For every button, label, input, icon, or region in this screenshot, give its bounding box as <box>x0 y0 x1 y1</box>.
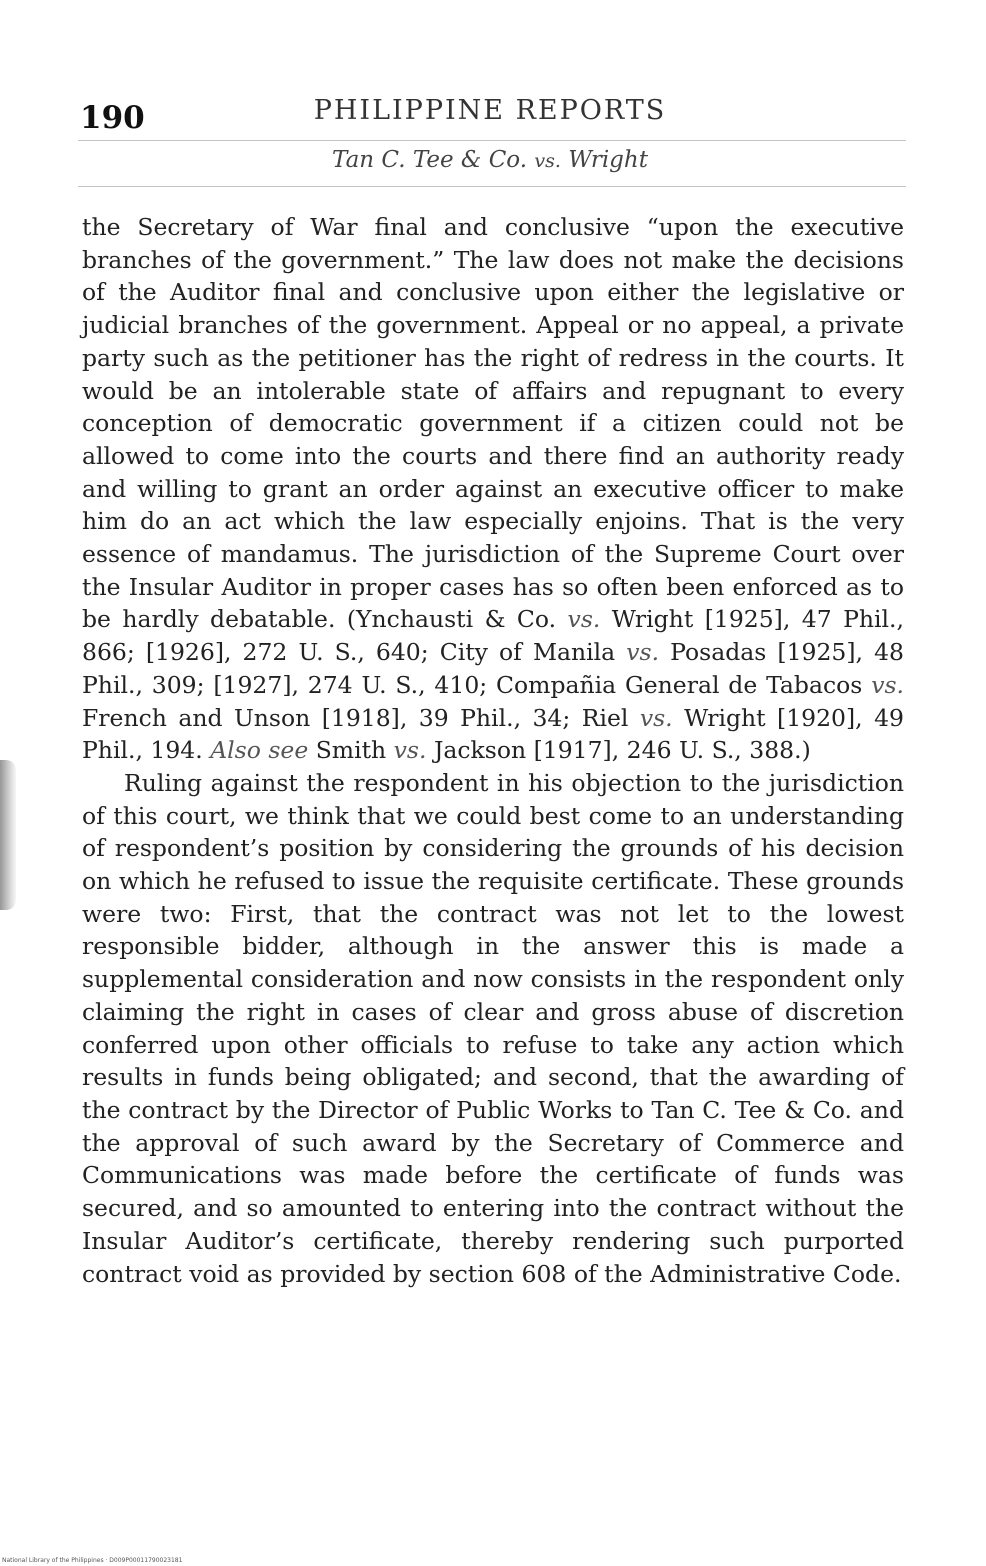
paragraph-2: Ruling against the respondent in his objection to the jurisdiction of this court, we think that we could best come to an understanding of respondent’s position by considering the grounds of his decision on which he refused to issue the requisite certificate. These grounds were two: First, that the contract was not let to the lowest responsible bidder, although in the answer this is made a supplemental consideration and now consists in the respondent only claiming the right in cases of clear and gross abuse of discretion conferred upon other officials to refuse to take any action which results in funds being obligated; and second, that the awarding of the contract by the Director of Public Works to Tan C. Tee & Co. and the approval of such award by the Secretary of Commerce and Communications was made before the certificate of funds was secured, and so amounted to entering into the contract without the Insular Auditor’s certificate, thereby rendering such purported contract void as provided by section 608 of the Administrative Code. <box>82 768 904 1288</box>
running-head: PHILIPPINE REPORTS <box>313 95 667 126</box>
body-text <box>82 211 904 1290</box>
page-edge-shadow <box>0 760 16 910</box>
case-vs: vs. <box>534 150 561 172</box>
paragraph-1 <box>82 211 904 767</box>
paragraph-1-text-f: Smith <box>308 736 394 765</box>
header-rule-top <box>78 140 906 141</box>
paragraph-1-text-c: Posadas [1925], 48 Phil., 309; [1927], 274 U. S., 410; Compañia General de Tabacos <box>82 638 904 699</box>
paragraph-1-text-a: the Secretary of War final and conclusive “upon the executive branches of the government.” The law does not make the decisions of the Auditor final and conclusive upon either the legislative or judicial branches of the government. Appeal or no appeal, a private party such as the petitioner has the right of redress in the courts. It would be an intolerable state of affairs and repugnant to every conception of democratic government if a citizen could not be allowed to come into the courts and there find an authority ready and willing to grant an order against an executive officer to make him do an act which the law especially enjoins. That is the very essence of mandamus. The jurisdiction of the Supreme Court over the Insular Auditor in proper cases has so often been enforced as to be hardly debatable. (Ynchausti & Co. <box>82 213 904 634</box>
citation-vs-5: vs. <box>393 736 427 765</box>
paragraph-1-text-g: Jackson [1917], 246 U. S., 388.) <box>426 736 811 765</box>
paragraph-1-text-d: French and Unson [1918], 39 Phil., 34; Riel <box>82 703 640 732</box>
scan-footer-mark: National Library of the Philippines · D009P00011790023181 <box>2 1557 183 1564</box>
page-number: 190 <box>80 100 145 136</box>
citation-vs-1: vs. <box>567 605 601 634</box>
citation-vs-4: vs. <box>639 703 673 732</box>
paragraph-1-text-e: Wright [1920], 49 Phil., 194. <box>82 703 904 765</box>
header-rule-bottom <box>78 186 906 187</box>
case-plaintiff: Tan C. Tee & Co. <box>332 147 528 173</box>
citation-vs-3: vs. <box>871 670 904 699</box>
citation-vs-2: vs. <box>626 638 660 667</box>
case-defendant: Wright <box>568 147 648 173</box>
case-title <box>200 147 780 173</box>
paragraph-1-text-b: Wright [1925], 47 Phil., 866; [1926], 272 U. S., 640; City of Manila <box>82 605 904 667</box>
also-see: Also see <box>210 736 309 765</box>
